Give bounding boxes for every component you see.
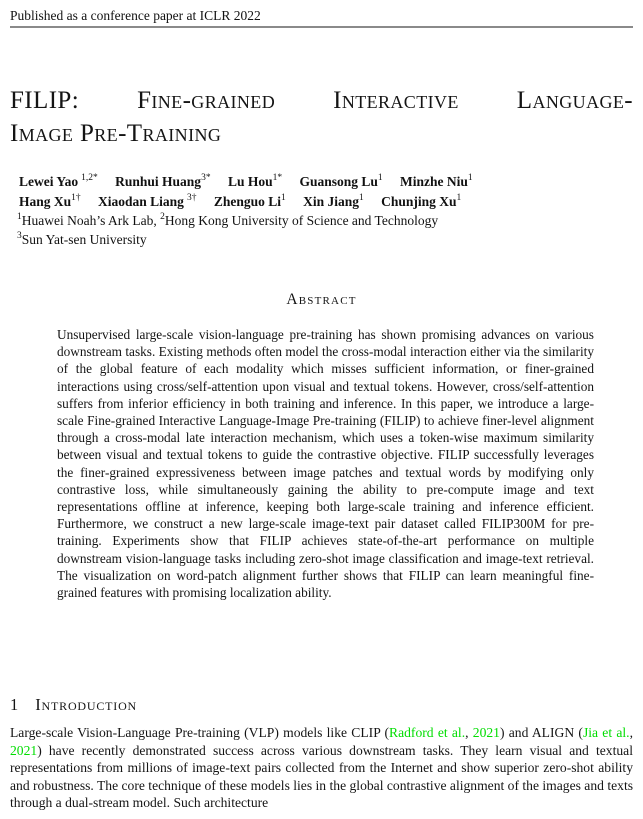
citation-link-jia-2021[interactable]: Jia et al.	[582, 725, 630, 740]
author	[303, 192, 364, 212]
author	[299, 172, 382, 192]
author-superscript: 3*	[201, 172, 211, 183]
author	[214, 192, 286, 212]
author-name: Guansong Lu	[299, 174, 378, 189]
author-name: Runhui Huang	[115, 174, 202, 189]
affiliation-org: Huawei Noah’s Ark Lab,	[21, 213, 161, 228]
section-title: Introduction	[35, 695, 138, 714]
intro-text: ,	[629, 725, 633, 740]
affiliation-superscript: 3	[17, 230, 22, 241]
citation-link-radford-2021[interactable]: Radford et al.	[389, 725, 466, 740]
author-name: Xiaodan Liang	[98, 194, 184, 209]
authors-row-1	[19, 172, 631, 192]
section-heading-introduction	[10, 695, 633, 715]
citation-link-jia-2021-year[interactable]: 2021	[10, 742, 38, 758]
author-superscript: 1	[280, 192, 286, 203]
author	[98, 192, 196, 212]
title-line-1: FILIP: Fine-grained Interactive Language-	[10, 87, 633, 114]
author	[19, 192, 81, 212]
intro-text: ) have recently demonstrated success across various downstream tasks. They learn visual and textual representations from millions of image-text pairs collected from the Internet and show superior zero-shot ability and robustness. The core technique of these models lies in the global contrastive alignment of the images and texts through a dual-stream model. Such architecture	[10, 742, 634, 810]
author-block	[19, 172, 631, 212]
header-rule	[10, 26, 633, 28]
author-name: Xin Jiang	[303, 194, 359, 209]
intro-paragraph	[10, 724, 633, 812]
intro-text: ,	[465, 725, 473, 740]
author-name: Lu Hou	[227, 174, 273, 189]
author	[19, 172, 98, 192]
affiliation-org: Hong Kong University of Science and Technology	[164, 213, 439, 228]
author-superscript: 1	[377, 172, 383, 183]
affiliations	[17, 211, 629, 249]
authors-row-2	[19, 192, 631, 212]
citation-link-radford-2021-year[interactable]: 2021	[472, 725, 500, 740]
affiliation-superscript: 2	[160, 211, 165, 222]
author-name: Minzhe Niu	[400, 174, 468, 189]
abstract-heading: Abstract	[286, 291, 357, 308]
author-superscript: 1*	[272, 172, 283, 183]
author	[228, 172, 282, 192]
abstract-text: Unsupervised large-scale vision-language pre-training has shown promising advances on various downstream tasks. Existing methods often model the cross-modal interaction either via the similarity of the global feature of each modality which misses sufficient information, or finer-grained interactions using cross/self-attention upon visual and textual tokens. However, cross/self-attention suffers from inferior efficiency in both training and inference. In this paper, we introduce a large-scale Fine-grained Interactive Language-Image Pre-training (FILIP) to achieve finer-level alignment through a cross-modal late interaction mechanism, which uses a token-wise maximum similarity between visual and textual tokens to guide the contrastive objective. FILIP successfully leverages the finer-grained expressiveness between image patches and textual words by modifying only contrastive loss, while simultaneously gaining the ability to pre-compute image and text representations offline at inference, keeping both large-scale training and inference efficient. Furthermore, we construct a new large-scale image-text pair dataset called FILIP300M for pre-training. Experiments show that FILIP achieves state-of-the-art performance on multiple downstream vision-language tasks including zero-shot image classification and image-text retrieval. The visualization on word-patch alignment further shows that FILIP can learn meaningful fine-grained features with promising localization ability.	[57, 327, 594, 601]
author	[400, 172, 473, 192]
running-header: Published as a conference paper at ICLR 2022	[10, 8, 261, 23]
author-superscript: 1	[359, 192, 364, 203]
affiliation-line-2	[17, 230, 629, 249]
affiliation-org: Sun Yat-sen University	[21, 232, 147, 247]
author-name: Hang Xu	[19, 194, 72, 209]
author-name: Lewei Yao	[19, 174, 79, 189]
author-name: Zhenguo Li	[213, 194, 281, 209]
intro-text: ) and ALIGN (	[499, 725, 583, 740]
section-number: 1	[10, 695, 19, 714]
author	[115, 172, 210, 192]
title-line-2: Image Pre-Training	[10, 120, 222, 147]
paper-title	[10, 84, 633, 150]
affiliation-line-1	[17, 211, 629, 230]
author-superscript: 1,2*	[81, 172, 98, 183]
affiliation-superscript: 1	[17, 211, 22, 222]
intro-text: Large-scale Vision-Language Pre-training (VLP) models like CLIP (	[10, 725, 390, 740]
author-superscript: 1	[467, 172, 473, 183]
author-superscript: 3†	[186, 192, 197, 203]
author-superscript: 1†	[71, 192, 81, 203]
author-name: Chunjing Xu	[381, 194, 457, 209]
author-superscript: 1	[456, 192, 462, 203]
author	[381, 192, 461, 212]
